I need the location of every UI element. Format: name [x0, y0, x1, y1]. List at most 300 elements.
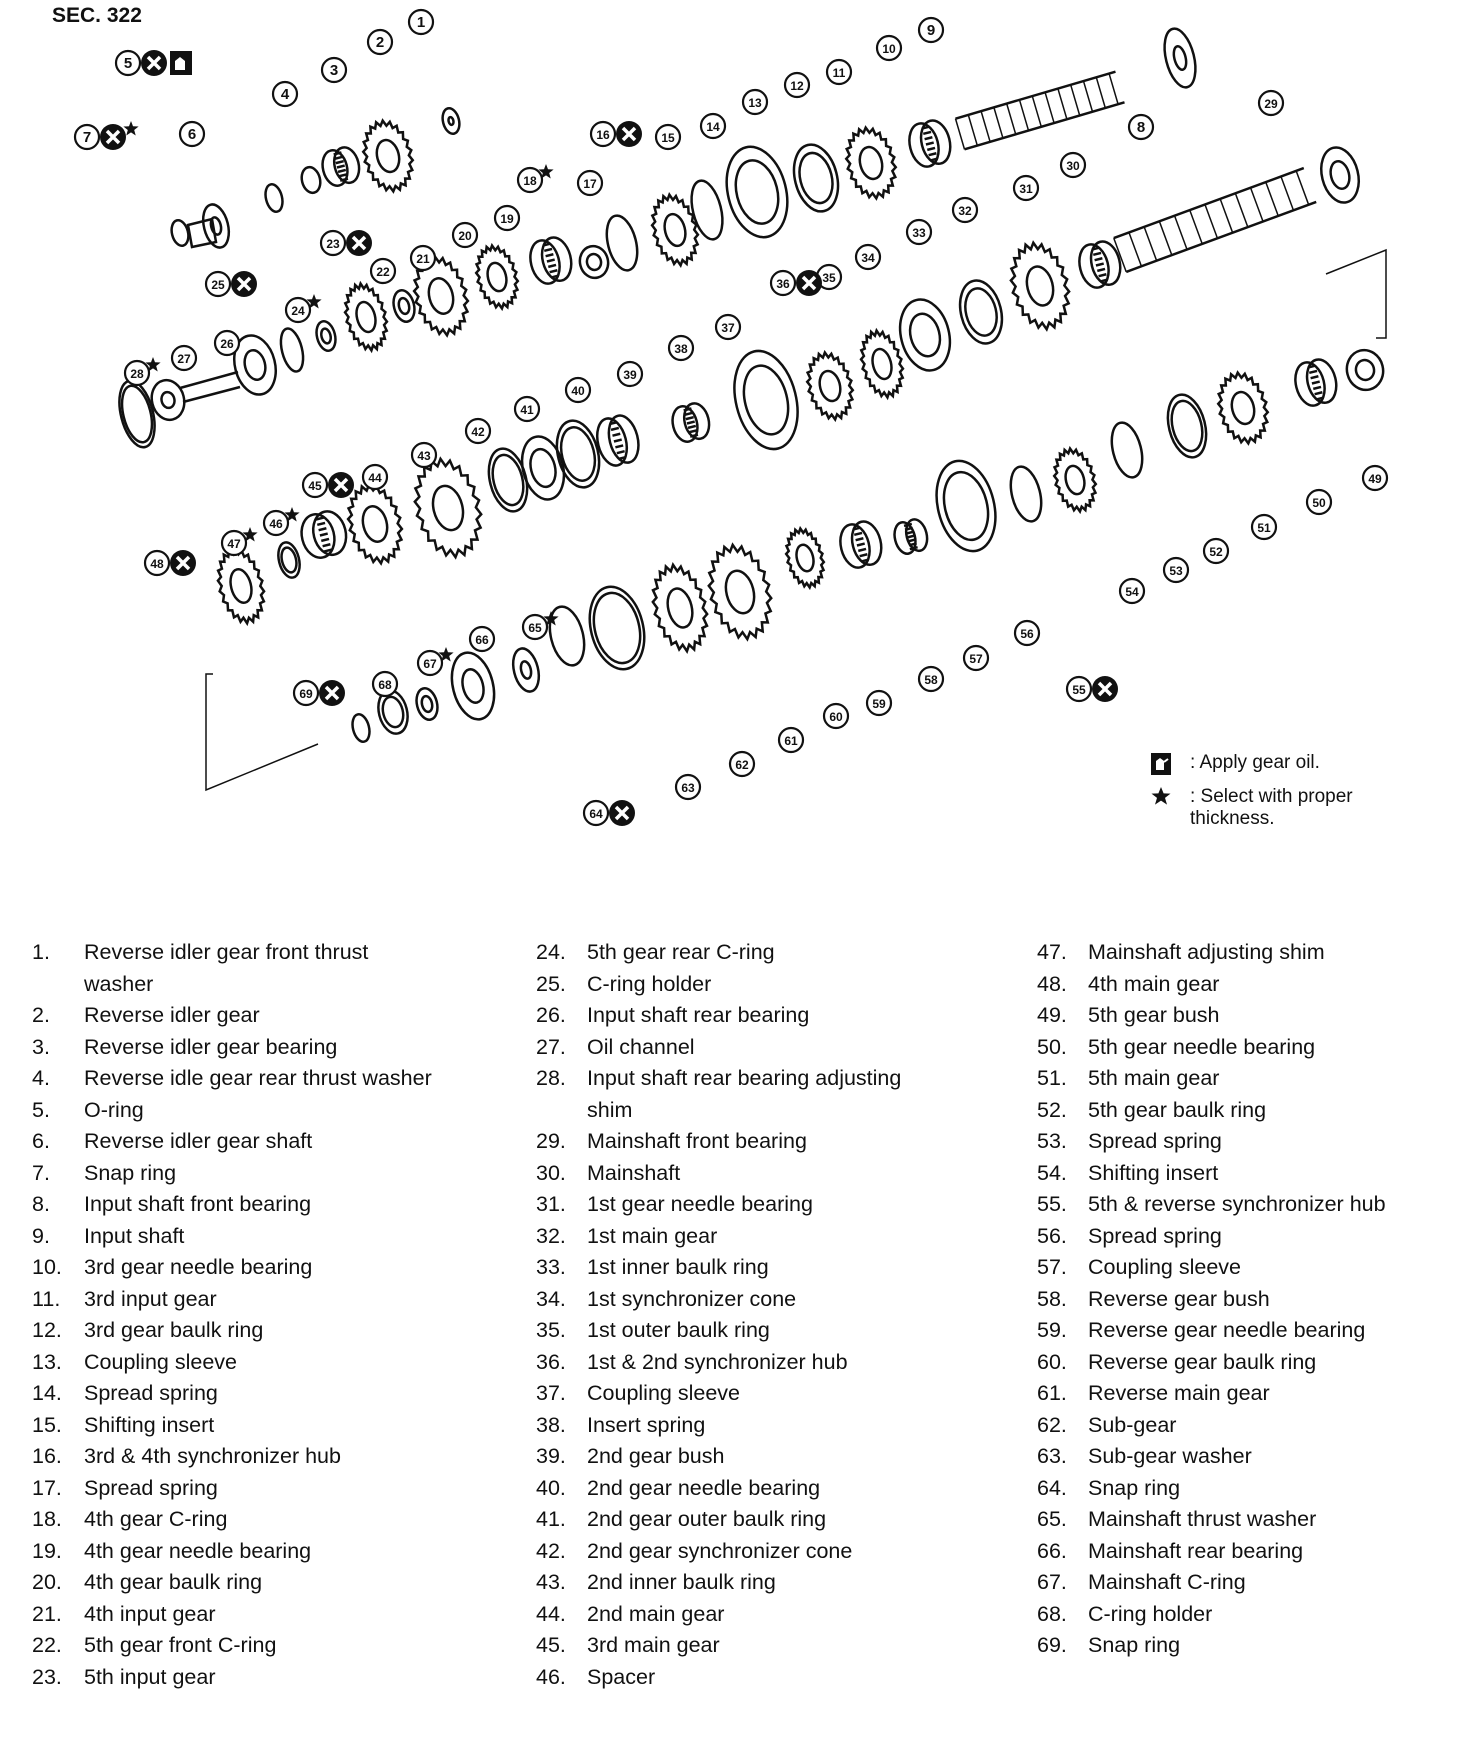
- part-item: [32, 937, 434, 1000]
- callout-9: [919, 18, 943, 42]
- callout-layer: [75, 10, 1387, 826]
- part-item: [32, 1536, 434, 1568]
- callout-number: 45: [308, 479, 322, 493]
- part-name: Oil channel: [587, 1034, 695, 1059]
- part-name: Shifting insert: [84, 1412, 215, 1437]
- baulk-ring-52: [1162, 391, 1212, 462]
- callout-25: [206, 271, 257, 297]
- callout-50: [1307, 490, 1331, 514]
- part-name: Spread spring: [1088, 1129, 1222, 1153]
- part-name: Spread spring: [1088, 1223, 1222, 1248]
- part-item: [536, 1284, 937, 1316]
- part-name: Spacer: [587, 1664, 656, 1689]
- part-item: [1037, 1315, 1468, 1347]
- callout-27: [172, 346, 196, 370]
- replace-x-icon: [346, 230, 372, 256]
- o-ring-5: [263, 182, 285, 213]
- mainshaft-front-bearing-29: [1316, 143, 1364, 206]
- part-name: 5th gear baulk ring: [1088, 1097, 1267, 1122]
- part-item: [1037, 1441, 1468, 1473]
- replace-x-icon: [319, 680, 345, 706]
- callout-15: [656, 125, 680, 149]
- callout-number: 41: [520, 403, 534, 417]
- c-ring-22: [390, 288, 417, 324]
- part-item: [32, 1284, 434, 1316]
- part-name: 1st inner baulk ring: [587, 1255, 769, 1279]
- part-item: [32, 1095, 434, 1127]
- part-item: [1037, 1410, 1468, 1442]
- part-number: 58.: [1037, 1286, 1067, 1311]
- callout-number: 31: [1019, 182, 1033, 196]
- callout-3: [322, 58, 346, 82]
- callout-number: 68: [378, 678, 392, 692]
- callout-number: 61: [784, 734, 798, 748]
- callout-number: 67: [423, 657, 437, 671]
- reverse-idler-gear-2: [356, 116, 420, 197]
- callout-number: 60: [829, 710, 843, 724]
- callout-4: [273, 82, 297, 106]
- callout-60: [824, 704, 848, 728]
- part-item: [1037, 1158, 1468, 1190]
- fourth-main-gear-48: [211, 544, 272, 628]
- part-number: 34.: [536, 1286, 566, 1311]
- part-number: 64.: [1037, 1475, 1067, 1500]
- callout-number: 43: [417, 449, 431, 463]
- part-item: [536, 1504, 937, 1536]
- part-name: Coupling sleeve: [84, 1349, 237, 1374]
- part-number: 1.: [32, 940, 50, 964]
- legend-star: [1146, 786, 1406, 830]
- part-item: [32, 1126, 434, 1158]
- part-name: Reverse gear baulk ring: [1088, 1349, 1317, 1374]
- part-number: 26.: [536, 1003, 566, 1027]
- part-item: [1037, 1378, 1468, 1410]
- callout-17: [578, 171, 602, 195]
- part-item: [536, 1252, 937, 1284]
- part-number: 29.: [536, 1129, 566, 1153]
- replace-x-icon: [231, 271, 257, 297]
- part-item: [536, 1347, 937, 1379]
- sync-hub-55: [1048, 444, 1102, 515]
- input-shaft-9: [955, 72, 1124, 150]
- callout-number: 47: [227, 537, 241, 551]
- callout-number: 51: [1257, 521, 1271, 535]
- c-ring-holder-25: [277, 326, 307, 374]
- part-item: [1037, 1630, 1468, 1662]
- part-number: 53.: [1037, 1129, 1067, 1153]
- callout-29: [1259, 91, 1283, 115]
- part-name: Reverse idler gear shaft: [84, 1129, 313, 1153]
- part-item: [536, 1662, 937, 1694]
- part-item: [536, 1315, 937, 1347]
- callout-48: [145, 550, 196, 576]
- part-item: [536, 1189, 937, 1221]
- part-number: 28.: [536, 1066, 566, 1090]
- callout-37: [716, 315, 740, 339]
- callout-number: 33: [912, 226, 926, 240]
- callout-number: 29: [1264, 97, 1278, 111]
- callout-number: 14: [706, 120, 720, 134]
- callout-65: [523, 611, 559, 639]
- callout-22: [371, 259, 395, 283]
- callout-19: [495, 206, 519, 230]
- part-item: [32, 1599, 434, 1631]
- callout-number: 9: [926, 22, 936, 39]
- part-name: 3rd input gear: [84, 1286, 217, 1311]
- callout-21: [411, 246, 435, 270]
- part-number: 31.: [536, 1192, 566, 1216]
- callout-38: [669, 336, 693, 360]
- part-name: 2nd gear bush: [587, 1444, 725, 1468]
- part-number: 49.: [1037, 1003, 1067, 1027]
- part-item: [32, 1662, 434, 1694]
- shim-47: [275, 540, 303, 580]
- sync-hub-16: [645, 190, 705, 270]
- part-name: 1st outer baulk ring: [587, 1318, 770, 1342]
- part-name: Insert spring: [587, 1412, 706, 1437]
- part-item: [1037, 1095, 1468, 1127]
- part-item: [536, 1221, 937, 1253]
- part-item: [1037, 1504, 1468, 1536]
- part-number: 37.: [536, 1381, 566, 1405]
- part-number: 23.: [32, 1664, 62, 1689]
- c-ring-67: [413, 686, 440, 722]
- callout-number: 64: [589, 807, 603, 821]
- callout-number: 22: [376, 265, 390, 279]
- callout-number: 34: [861, 251, 875, 265]
- part-number: 8.: [32, 1192, 50, 1216]
- part-name: Reverse idler gear bearing: [84, 1034, 338, 1059]
- part-name: O-ring: [84, 1097, 144, 1122]
- thrust-washer-1: [440, 106, 462, 135]
- washer-4: [299, 165, 323, 195]
- part-item: [1037, 1567, 1468, 1599]
- reverse-main-gear-61: [699, 539, 780, 646]
- callout-13: [743, 90, 767, 114]
- callout-26: [215, 331, 239, 355]
- part-item: [536, 1441, 937, 1473]
- part-number: 40.: [536, 1475, 566, 1500]
- part-number: 43.: [536, 1570, 566, 1594]
- part-number: 9.: [32, 1223, 50, 1248]
- callout-32: [953, 198, 977, 222]
- callout-11: [827, 60, 851, 84]
- callout-number: 15: [661, 131, 675, 145]
- coupling-sleeve-57: [928, 455, 1005, 558]
- part-number: 67.: [1037, 1570, 1067, 1594]
- part-number: 5.: [32, 1097, 50, 1122]
- callout-number: 19: [500, 212, 514, 226]
- callout-56: [1015, 621, 1039, 645]
- part-name: 2nd gear synchronizer cone: [587, 1538, 853, 1563]
- part-name: Input shaft front bearing: [84, 1192, 312, 1216]
- callout-66: [470, 627, 494, 651]
- part-item: [536, 1410, 937, 1442]
- oil-channel-27: [180, 372, 240, 402]
- part-name: C-ring holder: [587, 971, 712, 996]
- callout-44: [363, 465, 387, 489]
- part-name: 2nd inner baulk ring: [587, 1570, 776, 1594]
- callout-number: 24: [291, 304, 305, 318]
- part-item: [32, 1063, 434, 1095]
- callout-number: 4: [280, 86, 290, 103]
- callout-10: [877, 36, 901, 60]
- part-number: 36.: [536, 1349, 566, 1374]
- star-icon: [1151, 786, 1171, 806]
- callout-14: [701, 114, 725, 138]
- part-item: [536, 1536, 937, 1568]
- part-number: 42.: [536, 1538, 566, 1563]
- coupling-sleeve-13: [718, 140, 797, 243]
- baulk-ring-43: [483, 445, 533, 516]
- callout-number: 2: [375, 34, 385, 51]
- part-name: 4th gear baulk ring: [84, 1570, 263, 1594]
- coupling-sleeve-37: [725, 344, 807, 456]
- callout-28: [125, 357, 161, 385]
- part-item: [1037, 1347, 1468, 1379]
- legend-star-text: : Select with proper thickness.: [1190, 786, 1353, 829]
- callout-64: [584, 800, 635, 826]
- part-number: 22.: [32, 1633, 62, 1657]
- part-name: 5th & reverse synchronizer hub: [1088, 1192, 1386, 1216]
- needle-bearing-10: [905, 117, 954, 169]
- parts-list-column-2: [536, 937, 937, 1693]
- oil-can-icon: [170, 51, 192, 75]
- part-item: [32, 1158, 434, 1190]
- part-number: 7.: [32, 1160, 50, 1185]
- part-number: 15.: [32, 1412, 62, 1437]
- callout-1: [409, 10, 433, 34]
- part-name: 4th gear needle bearing: [84, 1538, 312, 1563]
- c-ring-24: [314, 319, 339, 352]
- connector-line-right: [1326, 250, 1386, 338]
- part-number: 66.: [1037, 1538, 1067, 1563]
- replace-x-icon: [100, 124, 126, 150]
- callout-number: 65: [528, 621, 542, 635]
- part-item: [536, 937, 937, 969]
- callout-number: 8: [1136, 119, 1146, 136]
- part-name: 1st & 2nd synchronizer hub: [587, 1349, 848, 1374]
- sub-gear-washer-63: [582, 581, 653, 675]
- part-item: [1037, 1032, 1468, 1064]
- callout-51: [1252, 515, 1276, 539]
- needle-bearing-19: [526, 234, 575, 286]
- replace-x-icon: [170, 550, 196, 576]
- part-number: 3.: [32, 1034, 50, 1059]
- part-name: Shifting insert: [1088, 1160, 1219, 1185]
- callout-number: 55: [1072, 683, 1086, 697]
- part-item: [1037, 1063, 1468, 1095]
- part-item: [536, 1063, 937, 1126]
- callout-68: [373, 672, 397, 696]
- callout-number: 54: [1125, 585, 1139, 599]
- callout-49: [1363, 466, 1387, 490]
- gear-bush-39: [669, 401, 713, 445]
- part-name: 4th input gear: [84, 1601, 216, 1626]
- baulk-ring-20: [470, 241, 524, 312]
- part-number: 54.: [1037, 1160, 1067, 1185]
- part-name: 3rd & 4th synchronizer hub: [84, 1444, 341, 1468]
- part-number: 32.: [536, 1223, 566, 1248]
- callout-63: [676, 775, 700, 799]
- callout-number: 38: [674, 342, 688, 356]
- thrust-washer-65: [509, 646, 543, 694]
- part-name: Sub-gear: [1088, 1412, 1177, 1437]
- part-item: [32, 1441, 434, 1473]
- part-number: 17.: [32, 1475, 62, 1500]
- part-number: 24.: [536, 940, 566, 964]
- part-item: [1037, 1473, 1468, 1505]
- part-name: 5th gear bush: [1088, 1003, 1220, 1027]
- part-item: [536, 1032, 937, 1064]
- part-item: [32, 1504, 434, 1536]
- needle-bearing-59: [836, 518, 885, 570]
- callout-69: [294, 680, 345, 706]
- callout-number: 20: [458, 229, 472, 243]
- part-item: [1037, 1189, 1468, 1221]
- callout-number: 28: [130, 367, 144, 381]
- part-item: [1037, 1000, 1468, 1032]
- part-name: 5th gear front C-ring: [84, 1633, 277, 1657]
- part-number: 39.: [536, 1444, 566, 1468]
- callout-36: [771, 270, 822, 296]
- part-item: [536, 1126, 937, 1158]
- callout-number: 32: [958, 204, 972, 218]
- part-name: 5th gear rear C-ring: [587, 940, 775, 964]
- spacer-46: [297, 508, 350, 561]
- callout-number: 12: [790, 79, 804, 93]
- baulk-ring-33: [954, 276, 1008, 348]
- part-item: [536, 1567, 937, 1599]
- baulk-ring-12: [787, 140, 844, 216]
- part-item: [32, 1630, 434, 1662]
- mainshaft-30: [1114, 168, 1316, 272]
- part-item: [1037, 1126, 1468, 1158]
- part-number: 56.: [1037, 1223, 1067, 1248]
- callout-number: 53: [1169, 564, 1183, 578]
- callout-2: [368, 30, 392, 54]
- part-name: Input shaft rear bearing adjusting shim: [587, 1066, 902, 1122]
- input-front-bearing-8: [1159, 26, 1201, 91]
- part-item: [1037, 969, 1468, 1001]
- star-icon: [123, 121, 138, 136]
- replace-x-icon: [141, 50, 167, 76]
- part-name: Snap ring: [1088, 1475, 1181, 1500]
- sync-hub-36: [801, 348, 860, 424]
- part-name: 3rd main gear: [587, 1633, 720, 1657]
- baulk-ring-60: [780, 525, 829, 591]
- callout-number: 39: [623, 368, 637, 382]
- spread-spring-56: [1006, 463, 1047, 524]
- part-name: Reverse gear bush: [1088, 1286, 1270, 1311]
- callout-52: [1204, 539, 1228, 563]
- replace-x-icon: [609, 800, 635, 826]
- part-name: Coupling sleeve: [587, 1381, 740, 1405]
- part-number: 41.: [536, 1507, 566, 1531]
- part-number: 25.: [536, 971, 566, 996]
- part-name: Reverse idler gear: [84, 1003, 260, 1027]
- part-name: Snap ring: [84, 1160, 177, 1185]
- part-number: 30.: [536, 1160, 566, 1185]
- part-name: 4th main gear: [1088, 971, 1220, 996]
- callout-number: 40: [571, 384, 585, 398]
- part-name: Reverse gear needle bearing: [1088, 1318, 1366, 1342]
- part-item: [32, 1221, 434, 1253]
- oil-can-icon: [1150, 752, 1172, 776]
- part-item: [1037, 1536, 1468, 1568]
- callout-23: [321, 230, 372, 256]
- parts-list-column-3: [1037, 937, 1468, 1662]
- second-main-gear-44: [405, 452, 491, 564]
- callout-8: [1129, 115, 1153, 139]
- callout-46: [264, 507, 300, 535]
- callout-number: 58: [924, 673, 938, 687]
- snap-ring-69: [350, 712, 372, 743]
- part-number: 20.: [32, 1570, 62, 1594]
- part-number: 19.: [32, 1538, 62, 1563]
- part-name: Mainshaft adjusting shim: [1088, 940, 1325, 964]
- part-item: [1037, 1252, 1468, 1284]
- part-name: Mainshaft: [587, 1160, 681, 1185]
- section-title: SEC. 322: [52, 4, 142, 27]
- part-name: 4th gear C-ring: [84, 1507, 228, 1531]
- callout-number: 46: [269, 517, 283, 531]
- part-number: 50.: [1037, 1034, 1067, 1059]
- part-item: [32, 1347, 434, 1379]
- callout-number: 56: [1020, 627, 1034, 641]
- part-number: 10.: [32, 1255, 62, 1279]
- part-number: 21.: [32, 1601, 62, 1626]
- callout-number: 27: [177, 352, 191, 366]
- callout-number: 26: [220, 337, 234, 351]
- part-item: [32, 1410, 434, 1442]
- callout-30: [1061, 153, 1085, 177]
- part-number: 6.: [32, 1129, 50, 1153]
- callout-59: [867, 691, 891, 715]
- part-number: 68.: [1037, 1601, 1067, 1626]
- part-name: Reverse idler gear front thrust washer: [84, 940, 369, 996]
- callout-39: [618, 362, 642, 386]
- callout-number: 48: [150, 557, 164, 571]
- part-item: [536, 1378, 937, 1410]
- callout-number: 13: [748, 96, 762, 110]
- part-number: 13.: [32, 1349, 62, 1374]
- parts-artwork: [113, 26, 1387, 790]
- part-name: C-ring holder: [1088, 1601, 1213, 1626]
- part-name: 5th main gear: [1088, 1066, 1220, 1090]
- callout-43: [412, 443, 436, 467]
- part-name: 2nd main gear: [587, 1601, 725, 1626]
- callout-33: [907, 220, 931, 244]
- callout-number: 62: [735, 758, 749, 772]
- part-name: 5th input gear: [84, 1664, 216, 1689]
- part-number: 52.: [1037, 1097, 1067, 1122]
- part-number: 47.: [1037, 940, 1067, 964]
- replace-x-icon: [1092, 676, 1118, 702]
- callout-55: [1067, 676, 1118, 702]
- part-item: [32, 1378, 434, 1410]
- gear-bush-58: [891, 517, 930, 556]
- part-number: 27.: [536, 1034, 566, 1059]
- callout-number: 52: [1209, 545, 1223, 559]
- part-number: 51.: [1037, 1066, 1067, 1090]
- callout-number: 42: [471, 425, 485, 439]
- callout-42: [466, 419, 490, 443]
- legend-oil: [1146, 752, 1326, 776]
- callout-number: 3: [329, 62, 339, 79]
- callout-47: [222, 527, 258, 555]
- third-input-gear-11: [839, 123, 903, 204]
